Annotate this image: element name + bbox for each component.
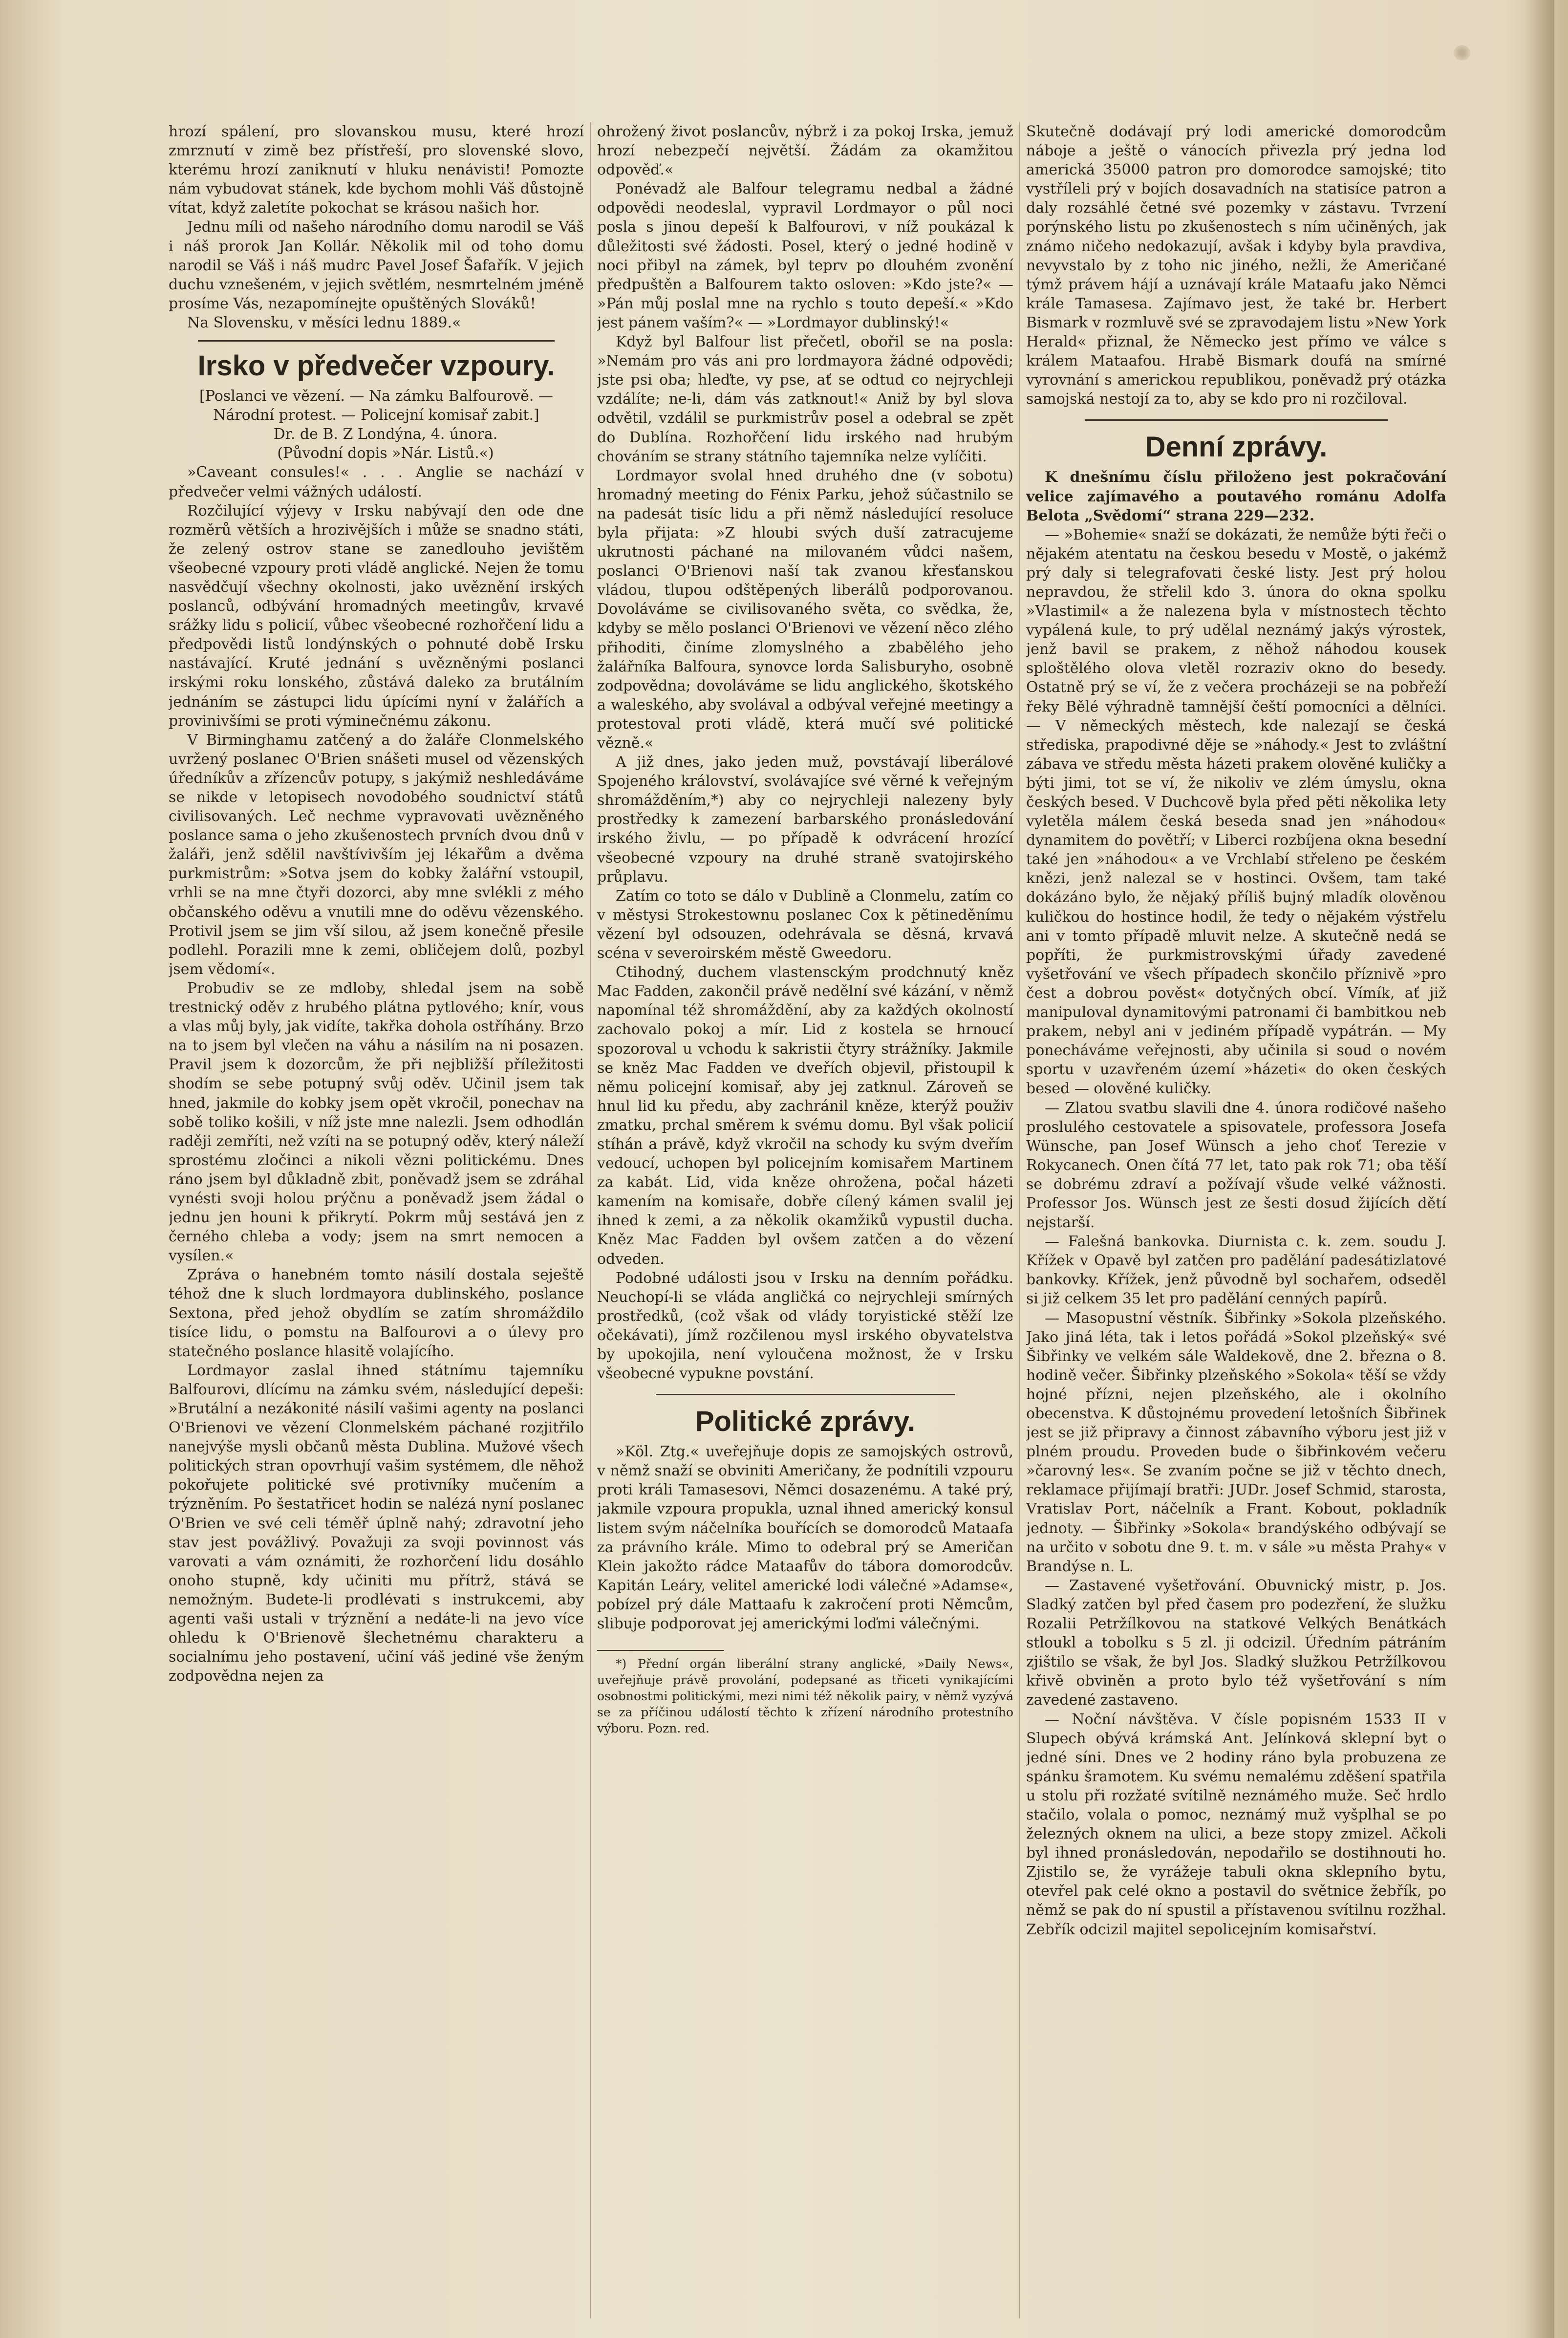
byline: Dr. de B. Z Londýna, 4. února. bbox=[273, 426, 498, 443]
byline-source: (Původní dopis »Nár. Listů.«) bbox=[277, 445, 494, 462]
paragraph: »Köl. Ztg.« uveřejňuje dopis ze samojských ostrovů, v němž snaží se obviniti Američany, že podnítili vzpouru proti králi Tamasesovi, Němci dosazenému. A také prý, jakmile vzpoura propukla, uznal ihned americký konsul listem svým náčelníka bouřících se domorodců Mataafa za právního krále. Mimo to odebral prý se Američan Klein jakožto rádce Mataafův do tábora domorodcův. Kapitán Leáry, velitel americké lodi válečné »Adamse«, pobízel prý dále Mattaafu k zakročení proti Němcům, slibuje podporovat jej americkými loďmi válečnými. bbox=[597, 1443, 1013, 1633]
section-headline: Politické zprávy. bbox=[695, 1406, 916, 1438]
divider bbox=[198, 340, 555, 342]
article-headline: Irsko v předvečer vzpoury. bbox=[197, 350, 555, 382]
paper-hole bbox=[1454, 45, 1470, 61]
paragraph: — Zlatou svatbu slavili dne 4. února rodičové našeho proslulého cestovatele a spisovatele, professora Josefa Wünsche, pan Josef Wünsch a jeho choť Terezie v Rokycanech. Onen čítá 77 let, tato pak rok 71; oba těší se dobrému zdraví a požívají všude velké vážnosti. Professor Jos. Wünsch jest ze šesti dosud žijících dětí nejstarší. bbox=[1026, 1099, 1446, 1232]
paragraph: — Masopustní věstník. Šibřinky »Sokola plzeňského. Jako jiná léta, tak i letos pořádá »Sokol plzeňský« své Šibřinky ve velkém sále Waldekově, dne 2. března o 8. hodině večer. Šibřinky plzeňského »Sokola« těší se vždy hojné přízni, nejen plzeňského, ale i okolního obecenstva. K důstojnému provedení letošních Šibřinek jest se již připravy a činnost zábavního výboru jest již v plném proudu. Proveden bude o šibřinkovém večeru »čarovný les«. Se zvaním počne se již v těchto dnech, reklamace přijímají bratři: JUDr. Josef Schmid, starosta, Vratislav Port, náčelník a Frant. Kobout, pokladník jednoty. — Šibřinky »Sokola« brandýského odbývají se na určito v sobotu dne 9. t. m. v sále »u města Prahy« v Brandýse n. L. bbox=[1026, 1309, 1446, 1575]
paragraph: Rozčilující výjevy v Irsku nabývají den ode dne rozměrů větších a hrozivějších i může se snadno státi, že zelený ostrov stane se zanedlouho jevištěm všeobecné vzpoury proti vládě anglické. Nejen že tomu nasvědčují všechny okolnosti, jako uvěznění irských poslanců, odbývání hromadných meetingův, krvavé srážky lidu s policií, vůbec všeobecné rozhořčení lidu a předpovědi listů londýnských o pohnuté době Irsku nastávající. Kruté jednání s uvězněnými poslanci irskými roku lonského, zůstává daleko za brutálním jednáním se zástupci lidu úpícími nyní v žalářích a provinivšími se proti výminečnému zákonu. bbox=[169, 502, 584, 730]
paragraph: A již dnes, jako jeden muž, povstávají liberálové Spojeného království, svolávajíce své věrné k veřejným shromážděním,*) aby co nejrychleji nalezeny byly prostředky k zamezení barbarského pronásledování irského živlu, — po případě k odvrácení hrozící všeobecné vzpoury na druhé straně svatojirského průplavu. bbox=[597, 754, 1013, 886]
paragraph: — Zastavené vyšetřování. Obuvnický mistr, p. Jos. Sladký zatčen byl před časem pro podezření, že služku Rozalii Petržílkovou na statkové Velkých Benátkách stloukl a tobolku s 5 zl. ji odcizil. Úředním pátráním zjištilo se však, že byl Jos. Sladký služkou Petržílkovou křivě obviněn a proto bylo též vyšetřování s ním zavedené zastaveno. bbox=[1026, 1577, 1446, 1709]
footnote-rule bbox=[597, 1650, 724, 1651]
paragraph: Zpráva o hanebném tomto násilí dostala seještě téhož dne k sluch lordmayora dublinského, poslance Sextona, před jehož obydlím se zatím shromáždilo tisíce lidu, o pomstu na Balfourovi a o úlevy pro statečného poslance hlasitě volajícího. bbox=[169, 1266, 584, 1360]
paragraph: »Caveant consules!« . . . Anglie se nachází v předvečer velmi vážných událostí. bbox=[169, 464, 584, 500]
paragraph: Skutečně dodávají prý lodi americké domorodcům náboje a ještě o vánocích přivezla prý jedna loď americká 35000 patron pro domorodce samojské; tito vystříleli prý v bojích dosavadních na statisíce patron a daly rozsáhlé četné své pozemky v zástavu. Tvrzení porýnského listu po zkušenostech s ním učiněných, jak známo ničeho nedokazují, avšak i kdyby byla pravdiva, nevyvstalo by z toho nic jiného, nežli, že Američané týmž právem hájí a uznávají krále Mataafu jako Němci krále Tamasesa. Zajímavo jest, že také br. Herbert Bismark v rozmluvě své se zpravodajem listu »New York Herald« přiznal, že Německo jest přímo ve válce s králem Mataafou. Hrabě Bismark doufá na smírné vyrovnání s americkou republikou, poněvadž prý otázka samojská nestojí za to, aby se kdo pro ni rozčiloval. bbox=[1026, 123, 1446, 408]
paragraph: — Noční návštěva. V čísle popisném 1533 II v Slupech obývá krámská Ant. Jelínková sklepní byt o jedné síni. Dnes ve 2 hodiny ráno byla probuzena ze spánku šramotem. Ku svému nemalému zděšení spatřila u stolu při rozžaté svítilně neznámého muže. Seč hrdlo stačilo, volala o pomoc, neznámý muž vyšplhal se po železných oknem na ulici, a beze stopy zmizel. Ačkoli byl ihned pronásledován, nepodařilo se dostihnouti ho. Zjistilo se, že vyrážeje tabuli okna sklepního bytu, otevřel pak celé okno a postavil do světnice žebřík, po němž se pak do ní spustil a přístavenou svítilnu rozžhal. Zebřík odcizil majitel sepolicejním komisařství. bbox=[1026, 1710, 1446, 1938]
divider bbox=[656, 1394, 955, 1395]
column-2 bbox=[597, 122, 1013, 2323]
divider bbox=[1085, 419, 1388, 421]
lead-notice: K dnešnímu číslu přiloženo jest pokračování velice zajímavého a poutavého románu Adolfa Belota „Svědomí“ strana 229—232. bbox=[1026, 469, 1446, 524]
paragraph: Ponévadž ale Balfour telegramu nedbal a žádné odpovědi neodeslal, vypravil Lordmayor o půl noci posla s jinou depeší k Balfourovi, v níž poukázal k důležitosti své žádosti. Posel, který o jedné hodině v noci přibyl na zámek, byl teprv po dlouhém zvonění předpuštěn a Balfourem takto osloven: »Kdo jste?« — »Pán můj poslal mne na rychlo s touto depeší.« »Kdo jest pánem vaším?« — »Lordmayor dublinský!« bbox=[597, 180, 1013, 331]
paragraph: — »Bohemie« snaží se dokázati, že nemůže býti řeči o nějakém atentatu na českou besedu v Mostě, o jakémž prý daly si telegrafovati české listy. Jest prý holou nepravdou, že střelil kdo 3. února do okna spolku »Vlastimil« a že nalezena byla v místnostech těchto vypálená kule, to prý udělal neznámý jakýs výrostek, jenž bavil se prakem, z něhož náhodou kousek sploštělého olova vletěl rozraziv okno do besedy. Ostatně prý se ví, že z večera procházeji se na pobřeží řeky Bělé výhradně tamnější čeští pomocníci a dělníci. — V německých městech, kde nalezají se česká střediska, prapodivné děje se »náhody.« Jest to zvláštní zábava ve středu města házeti prakem olověné kuličky a býti jimi, tot se ví, že nikoliv ve zlém úmyslu, okna českých besed. V Duchcově byla před pěti několika lety vyletěla málem česká beseda snad jen »náhodou« dynamitem do povětří; v Liberci rozbíjena okna besední také jen »náhodou« a ve Vrchlabí střeleno pe českém knězi, jenž nalezal se v hostinci. Ovšem, tam také dokázáno bylo, že nějaký příliš bujný mladík olověnou kuličkou do hostince hodil, že tedy o nějakém výstřelu ani v tomto případě mluvit nelze. A skutečně nedá se popříti, že purkmistrovskými úřady zavedené vyšetřování ve všech případech skončilo příznivě »pro čest a dobrou pověst« dotyčných obcí. Vímík, ať již manipuloval dynamitovými patronami či bambitkou neb prakem, nebyl ani v jediném případě vypátrán. — My ponecháváme veřejnosti, aby učinila si soud o novém sportu v uzavřeném území »házeti« do oken českých besed — olověné kuličky. bbox=[1026, 526, 1446, 1098]
page-edge-shadow bbox=[1525, 0, 1554, 2338]
paragraph: Ctihodný, duchem vlastensckým prodchnutý kněz Mac Fadden, zakončil právě nedělní své kázání, v němž napomínal též shromáždění, aby za každých okolností zachovalo pokoj a mír. Lid z kostela se hrnoucí spozoroval u vchodu k sakristii čtyry strážníky. Jakmile se kněz Mac Fadden ve dveřích objevil, přistoupil k němu policejní komisař, aby jej zatknul. Zároveň se hnul lid ku předu, aby zachránil kněze, kterýž použiv zmatku, prchal směrem k svému domu. Byl však policií stíhán a právě, když vkročil na schody ku svým dveřím vedoucí, uchopen byl policejním komisařem Martinem za kabát. Lid, vida kněze ohrožena, počal házeti kamením na komisaře, dobře cílený kámen svalil jej ihned k zemi, a za několik okamžiků vypustil ducha. Kněz Mac Fadden byl ovšem zatčen a do vězení odveden. bbox=[597, 964, 1013, 1268]
paragraph: V Birminghamu zatčený a do žaláře Clonmelského uvržený poslanec O'Brien snášeti musel od vězenských úředníkův a zřízencův potupy, s jakýmiž neshledáváme se nikde v letopisech novodobého soudnictví států civilisovaných. Leč nechme vypravovati uvězněného poslance sama o jeho zkušenostech prvních dvou dnů v žaláři, jenž sdělil navštívivším jej lékařům a dvěma purkmistrům: »Sotva jsem do kobky žalářní vstoupil, vrhli se na mne čtyři dozorci, aby mne svlékli z mého občanského oděvu a vnutili mne do oděvu vězenského. Protivil jsem se jim vší silou, až jsem konečně přesile podlehl. Porazili mne k zemi, obličejem dolů, pozbyl jsem vědomí«. bbox=[169, 731, 584, 978]
paragraph: Na Slovensku, v měsíci lednu 1889.« bbox=[187, 314, 461, 331]
paragraph: hrozí spálení, pro slovanskou musu, které hrozí zmrznutí v zimě bez přístřeší, pro slovenské slovo, kterému hrozí zaniknutí v hluku nenávisti! Pomozte nám vybudovat stánek, kde bychom mohli Váš důstojně vítat, když zaletíte pokochat se krásou našich hor. bbox=[169, 123, 584, 217]
paragraph: Lordmayor zaslal ihned státnímu tajemníku Balfourovi, dlícímu na zámku svém, následující depeši: »Brutální a nezákonité násilí vašimi agenty na poslanci O'Brienovi ve vězení Clonmelském páchané rozjitřilo nanejvýše mysli občanů města Dublina. Mužové všech politických stran opovrhují vašim systémem, dle něhož pokořujete politické své protivníky mučením a trýzněním. Po šestatřicet hodin se nalézá nyní poslanec O'Brien ve své celi téměř úplně nahý; zdravotní jeho stav jest povážlivý. Považuji za svoji povinnost vás varovati a vám oznámiti, že rozhorčení lidu dosáhlo onoho stupně, kdy učiniti mu přítrž, stává se nemožným. Budete-li prodlévati s instrukcemi, aby agenti vaši ustali v trýznění a nedáte-li na jevo více ohledu k O'Brienově šlechetnému charakteru a socialnímu jeho postavení, učiní váš jediné vše ženým zodpovědna nejen za bbox=[169, 1362, 584, 1685]
paragraph: Když byl Balfour list přečetl, obořil se na posla: »Nemám pro vás ani pro lordmayora žádné odpovědi; jste psi oba; hleďte, vy pse, ať se odtud co nejrychleji vzdálíte; ne-li, dám vás zatknout!« Aniž by byl slova odvětil, vzdálil se purkmistrův posel a odebral se zpět do Dublína. Rozhořčení lidu irského nad hrubým chováním se strany státního tajemníka nelze vylíčiti. bbox=[597, 333, 1013, 465]
section-headline: Denní zprávy. bbox=[1145, 431, 1328, 463]
footnote: *) Přední orgán liberální strany anglické, »Daily News«, uveřejňuje právě provolání, podepsané as třiceti vynikajícími osobnostmi politickými, mezi nimi též několik pairy, v němž vyzývá se za příčinou událostí těchto k zřízení národního protestního výboru. Pozn. red. bbox=[597, 1657, 1013, 1736]
paragraph: Podobné události jsou v Irsku na denním pořádku. Neuchopí-li se vláda angličká co nejrychleji smírných prostředků, (což však od vlády toryistické stěží lze očekávati), jímž rozčilenou mysl irského obyvatelstva by upokojila, není vyloučena možnost, že v Irsku všeobecné vypukne povstání. bbox=[597, 1269, 1013, 1383]
paragraph: Lordmayor svolal hned druhého dne (v sobotu) hromadný meeting do Fénix Parku, jehož súčastnilo se na padesát tisíc lidu a při němž následující resoluce byla přijata: »Z hloubi svých duší zatracujeme ukrutnosti páchané na milovaném vůdci našem, poslanci O'Brienovi naší tak zvanou křesťanskou vládou, tlupou odštěpených liberálů podporovanou. Dovoláváme se civilisovaného světa, co svědka, že, kdyby se mělo poslanci O'Brienovi ve vězení něco zlého přihoditi, činíme zlomyslného a zbabělého jeho žalářníka Balfoura, synovce lorda Salisburyho, osobně zodpovědna; dovoláváme se lidu anglického, škotského a waleského, aby svolával a odbýval veřejné meetingy a protestoval proti vládě, která mučí své politické vězně.« bbox=[597, 467, 1013, 752]
paragraph: — Falešná bankovka. Diurnista c. k. zem. soudu J. Křížek v Opavě byl zatčen pro padělání padesátizlatové bankovky. Křížek, jenž původně byl sochařem, odseděl si již celkem 35 let pro padělání cenných papírů. bbox=[1026, 1233, 1446, 1308]
paragraph: Jednu míli od našeho národního domu narodil se Váš i náš prorok Jan Kollár. Několik mil od toho domu narodil se Váš i náš mudrc Pavel Josef Šafařík. V jejich duchu vznešeném, v jejich světlém, nesmrtelném jméně prosíme Vás, nezapomínejte opuštěných Slováků! bbox=[169, 218, 584, 312]
column-1 bbox=[169, 122, 584, 2323]
paragraph: ohrožený život poslancův, nýbrž i za pokoj Irska, jemuž hrozí nebezpečí největší. Žádám za okamžitou odpověď.« bbox=[597, 123, 1013, 179]
column-3 bbox=[1026, 122, 1446, 2323]
paragraph: Probudiv se ze mdloby, shledal jsem na sobě trestnický oděv z hrubého plátna pytlového; knír, vous a vlas můj byly, jak vidíte, takřka dohola ostříhány. Brzo na to jsem byl vlečen na váhu a násilím na ni posazen. Pravil jsem k dozorcům, že při nejbližší příležitosti shodím se sebe potupný svůj oděv. Učinil jsem tak hned, jakmile do kobky jsem opět vkročil, ponechav na sobě toliko košili, v níž jste mne nalezli. Jsem odhodlán raději zemříti, než vzíti na se potupný oděv, který náleží sprostému zločinci a nikoli vězni politickému. Dnes ráno jsem byl důkladně zbit, poněvadž jsem se zdráhal vynésti svoji holou prýčnu a poněvadž jsem žádal o jednu jen houni k přikrytí. Pokrm můj sestává jen z černého chleba a vody; jsem na smrt nemocen a vysílen.« bbox=[169, 979, 584, 1265]
column-divider bbox=[590, 122, 591, 2318]
article-subtitle: [Poslanci ve vězení. — Na zámku Balfourově. — Národní protest. — Policejní komisař zabit.] bbox=[199, 388, 553, 424]
paragraph: Zatím co toto se dálo v Dublině a Clonmelu, zatím co v městysi Strokestownu poslanec Cox k pětineděnímu vězení byl odsouzen, odehrávala se děsná, krvavá scéna v severoirském městě Gweedoru. bbox=[597, 887, 1013, 962]
column-divider bbox=[1019, 122, 1020, 2318]
